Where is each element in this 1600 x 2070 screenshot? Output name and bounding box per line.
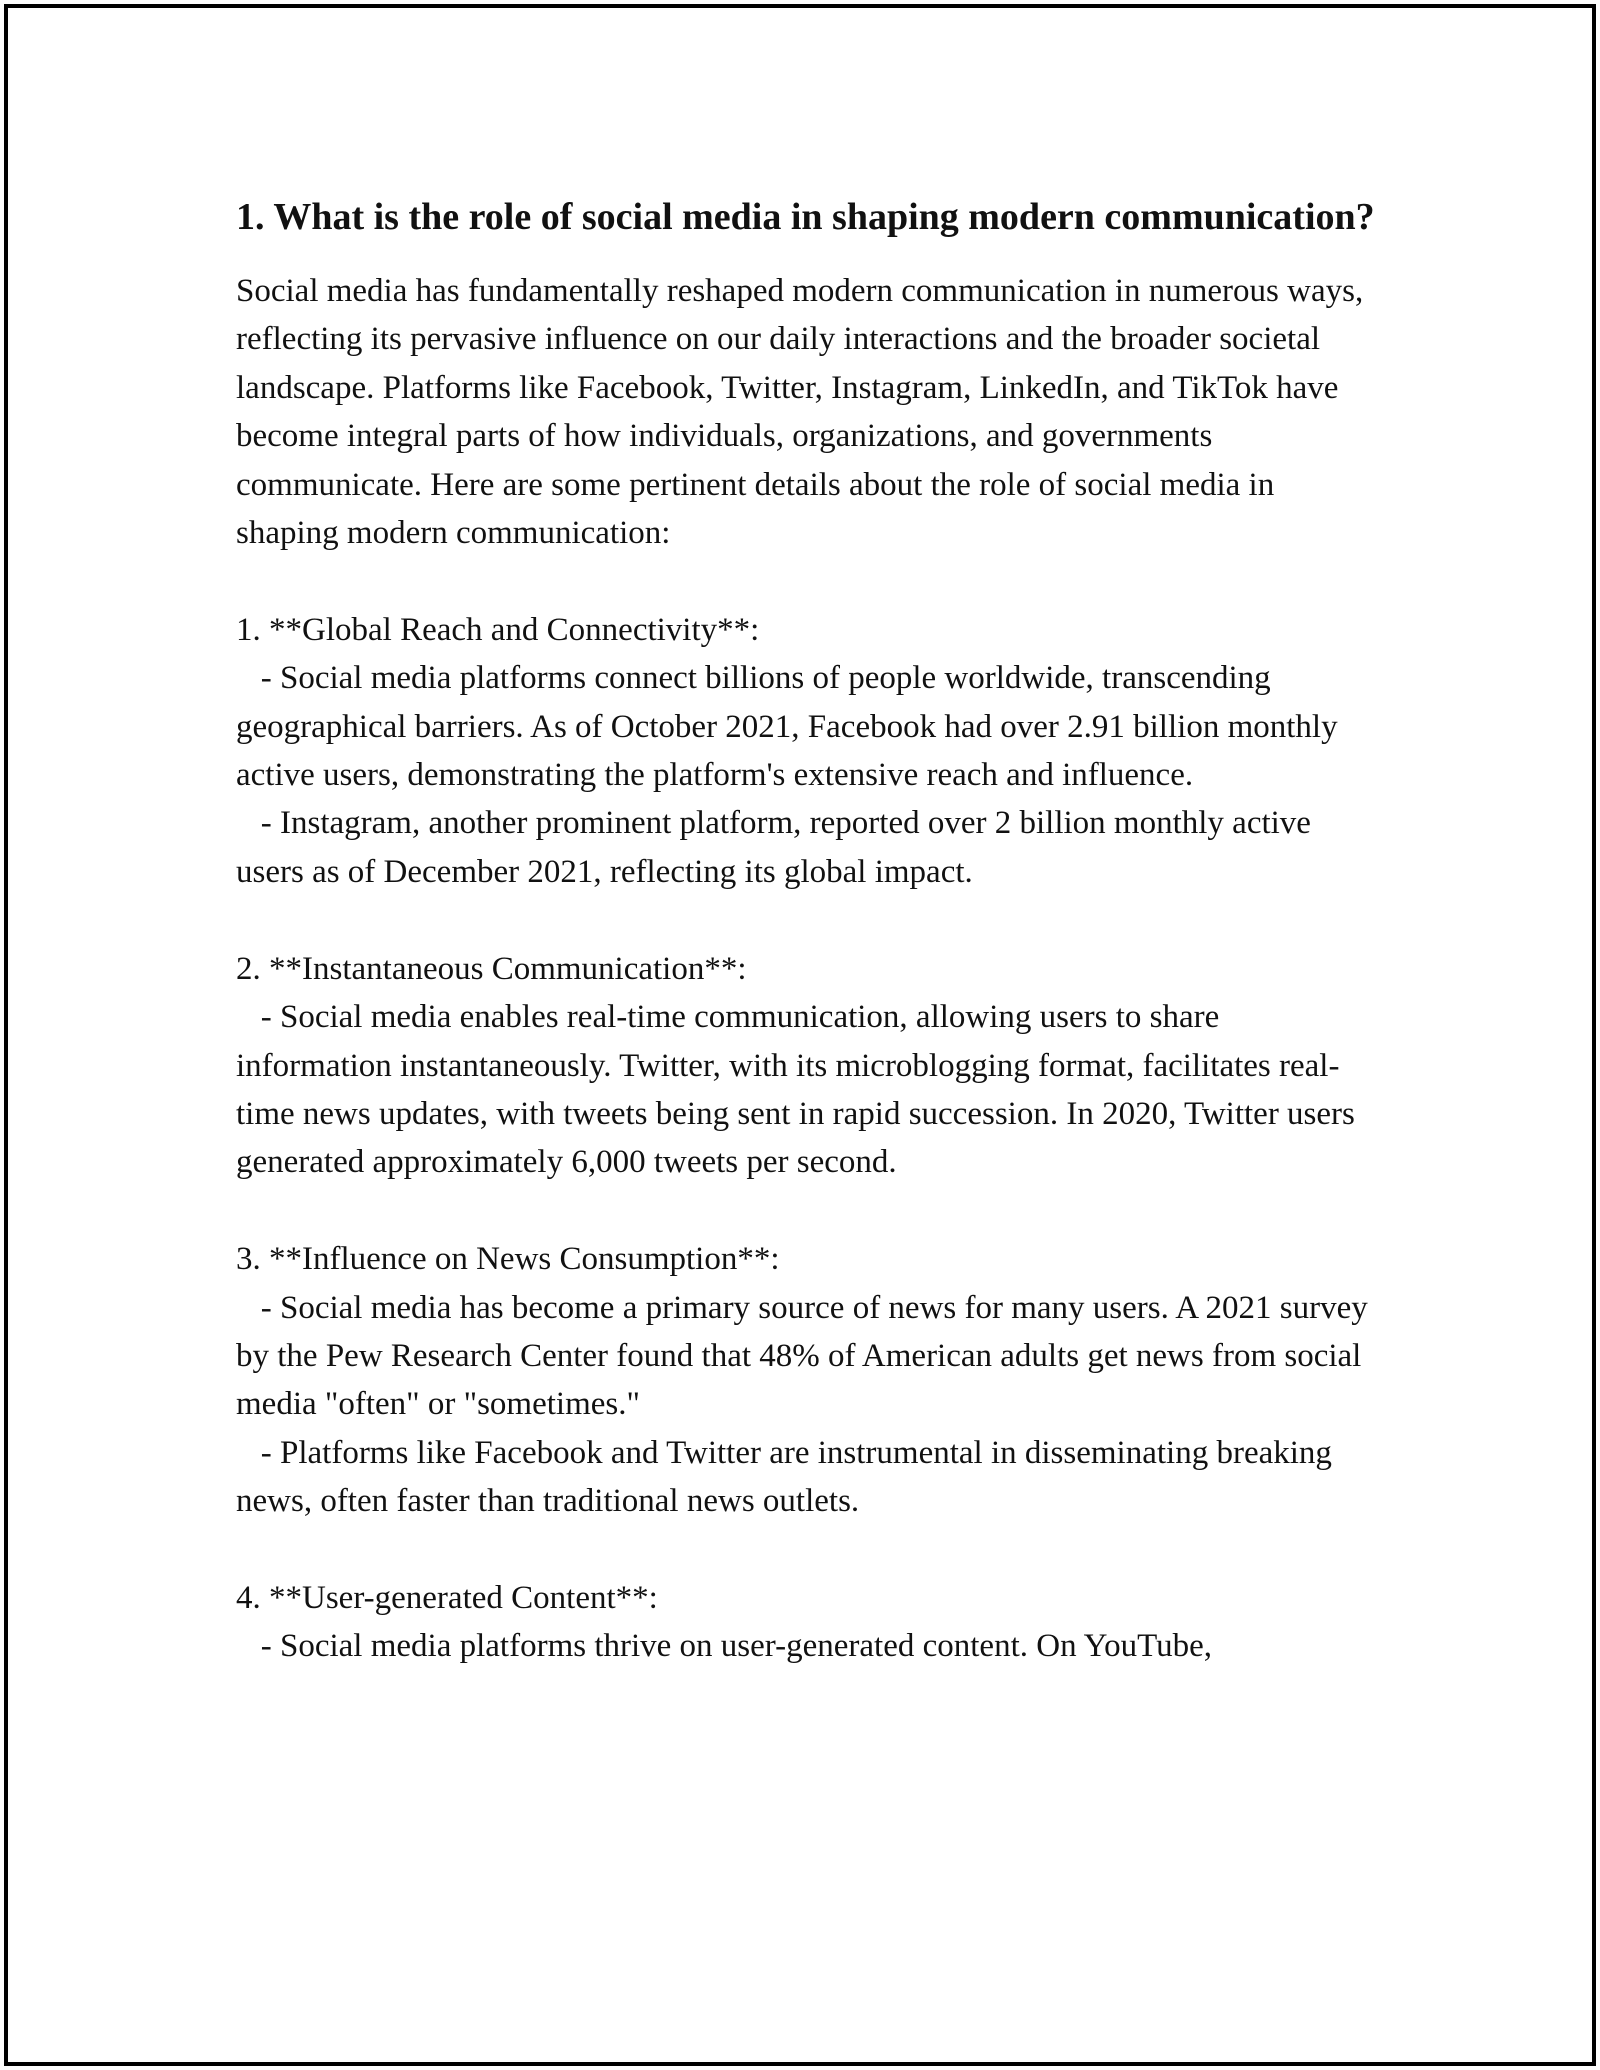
document-content (236, 190, 1376, 1671)
question-heading: 1. What is the role of social media in shaping modern communication? (236, 196, 1375, 238)
answer-text: Social media has fundamentally reshaped modern communication in numerous ways, reflecting its pervasive influence on our daily interactions and the broader societal landscape. Platforms like Facebook, Twitter, Instagram, LinkedIn, and TikTok have become integral parts of how individuals, organizations, and governments communicate. Here are some pertinent details about the role of social media in shaping modern communication: 1. **Global Reach and Connectivity**: - Social media platforms connect billions of people worldwide, transcending geographical barriers. As of October 2021, Facebook had over 2.91 billion monthly active users, demonstrating the platform's extensive reach and influence. - Instagram, another prominent platform, reported over 2 billion monthly active users as of December 2021, reflecting its global impact. 2. **Instantaneous Communication**: - Social media enables real-time communication, allowing users to share information instantaneously. Twitter, with its microblogging format, facilitates real-time news updates, with tweets being sent in rapid succession. In 2020, Twitter users generated approximately 6,000 tweets per second. 3. **Influence on News Consumption**: - Social media has become a primary source of news for many users. A 2021 survey by the Pew Research Center found that 48% of American adults get news from social media "often" or "sometimes." - Platforms like Facebook and Twitter are instrumental in disseminating breaking news, often faster than traditional news outlets. 4. **User-generated Content**: - Social media platforms thrive on user-generated content. On YouTube, (236, 273, 1368, 1665)
